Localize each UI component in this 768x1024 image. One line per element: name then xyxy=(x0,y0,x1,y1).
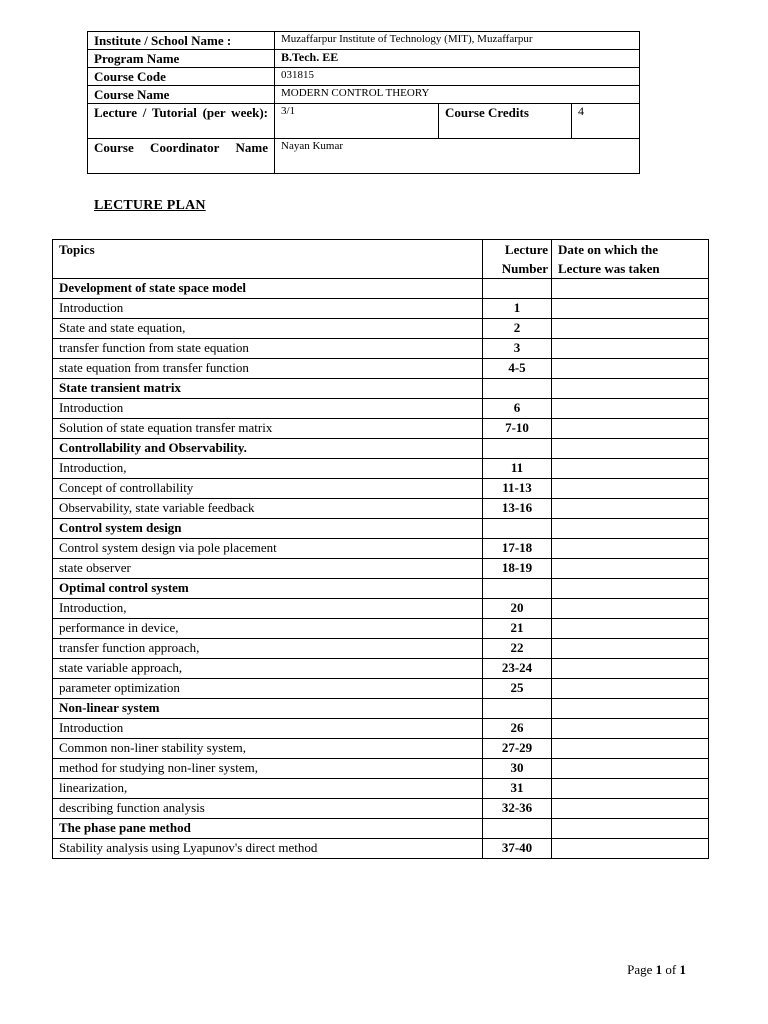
topic-cell: Introduction xyxy=(53,399,483,419)
table-row xyxy=(53,679,709,699)
course-code-label: Course Code xyxy=(88,68,275,86)
date-cell xyxy=(552,839,709,859)
table-row xyxy=(53,639,709,659)
lecture-number-cell: 3 xyxy=(483,339,552,359)
table-row xyxy=(53,559,709,579)
date-cell xyxy=(552,599,709,619)
topic-cell: Common non-liner stability system, xyxy=(53,739,483,759)
course-info-table xyxy=(87,31,640,174)
lecture-number-cell: 25 xyxy=(483,679,552,699)
lecture-number-cell: 11 xyxy=(483,459,552,479)
table-header-row xyxy=(53,240,709,279)
page-footer xyxy=(627,962,686,978)
lecture-number-cell: 7-10 xyxy=(483,419,552,439)
date-cell xyxy=(552,339,709,359)
date-cell xyxy=(552,519,709,539)
credits-label: Course Credits xyxy=(439,104,572,139)
page-total: 1 xyxy=(679,962,686,977)
date-cell xyxy=(552,499,709,519)
lecture-number-cell: 22 xyxy=(483,639,552,659)
section-row xyxy=(53,579,709,599)
topic-cell: parameter optimization xyxy=(53,679,483,699)
table-row xyxy=(53,779,709,799)
topic-cell: describing function analysis xyxy=(53,799,483,819)
lecture-plan-heading: LECTURE PLAN xyxy=(94,198,206,213)
date-cell xyxy=(552,819,709,839)
topic-cell: transfer function from state equation xyxy=(53,339,483,359)
section-title: Development of state space model xyxy=(53,279,483,299)
topic-cell: State and state equation, xyxy=(53,319,483,339)
lecture-number-cell xyxy=(483,439,552,459)
lecture-number-cell: 32-36 xyxy=(483,799,552,819)
date-cell xyxy=(552,639,709,659)
table-row xyxy=(53,539,709,559)
topic-cell: state observer xyxy=(53,559,483,579)
lecture-number-cell: 23-24 xyxy=(483,659,552,679)
section-row xyxy=(53,379,709,399)
coordinator-value: Nayan Kumar xyxy=(275,139,640,174)
topics-header: Topics xyxy=(53,240,483,279)
lecture-number-cell xyxy=(483,699,552,719)
page-current: 1 xyxy=(655,962,663,977)
topic-cell: Introduction xyxy=(53,299,483,319)
lecture-value: 3/1 xyxy=(275,104,439,139)
table-row xyxy=(53,739,709,759)
table-row xyxy=(53,659,709,679)
date-cell xyxy=(552,459,709,479)
course-name-value: MODERN CONTROL THEORY xyxy=(275,86,640,104)
lecture-number-cell: 18-19 xyxy=(483,559,552,579)
date-cell xyxy=(552,699,709,719)
topic-cell: state variable approach, xyxy=(53,659,483,679)
date-cell xyxy=(552,799,709,819)
program-label: Program Name xyxy=(88,50,275,68)
table-row xyxy=(53,419,709,439)
lecture-number-cell: 4-5 xyxy=(483,359,552,379)
table-row xyxy=(53,839,709,859)
institute-value: Muzaffarpur Institute of Technology (MIT), Muzaffarpur xyxy=(275,32,640,50)
date-cell xyxy=(552,739,709,759)
program-row xyxy=(88,50,640,68)
date-cell xyxy=(552,479,709,499)
table-row xyxy=(53,459,709,479)
table-row xyxy=(53,479,709,499)
table-row xyxy=(53,339,709,359)
lecture-plan-table xyxy=(52,239,709,859)
lecture-number-cell xyxy=(483,519,552,539)
date-cell xyxy=(552,719,709,739)
lecture-number-cell: 20 xyxy=(483,599,552,619)
section-title: State transient matrix xyxy=(53,379,483,399)
date-cell xyxy=(552,619,709,639)
program-value: B.Tech. EE xyxy=(275,50,640,68)
date-cell xyxy=(552,319,709,339)
section-row xyxy=(53,439,709,459)
date-cell xyxy=(552,419,709,439)
section-title: The phase pane method xyxy=(53,819,483,839)
topic-cell: method for studying non-liner system, xyxy=(53,759,483,779)
lecture-number-cell: 2 xyxy=(483,319,552,339)
course-name-label: Course Name xyxy=(88,86,275,104)
lecture-number-cell: 13-16 xyxy=(483,499,552,519)
page-word: Page xyxy=(627,962,653,977)
date-cell xyxy=(552,759,709,779)
section-title: Control system design xyxy=(53,519,483,539)
date-cell xyxy=(552,539,709,559)
credits-value: 4 xyxy=(572,104,640,139)
date-cell xyxy=(552,659,709,679)
section-title: Optimal control system xyxy=(53,579,483,599)
date-cell xyxy=(552,439,709,459)
date-header: Date on which the Lecture was taken xyxy=(552,240,709,279)
coordinator-label: Course Coordinator Name xyxy=(88,139,275,174)
lecture-number-cell: 31 xyxy=(483,779,552,799)
date-cell xyxy=(552,299,709,319)
lecture-number-cell: 37-40 xyxy=(483,839,552,859)
course-code-row xyxy=(88,68,640,86)
topic-cell: linearization, xyxy=(53,779,483,799)
lecture-number-cell: 27-29 xyxy=(483,739,552,759)
table-row xyxy=(53,359,709,379)
topic-cell: Introduction xyxy=(53,719,483,739)
table-row xyxy=(53,799,709,819)
table-row xyxy=(53,759,709,779)
lecture-number-cell xyxy=(483,379,552,399)
lecture-number-cell: 21 xyxy=(483,619,552,639)
topic-cell: Observability, state variable feedback xyxy=(53,499,483,519)
section-title: Non-linear system xyxy=(53,699,483,719)
date-cell xyxy=(552,579,709,599)
topic-cell: Stability analysis using Lyapunov's direct method xyxy=(53,839,483,859)
date-cell xyxy=(552,379,709,399)
date-cell xyxy=(552,279,709,299)
topic-cell: performance in device, xyxy=(53,619,483,639)
topic-cell: Control system design via pole placement xyxy=(53,539,483,559)
lecture-number-cell xyxy=(483,279,552,299)
table-row xyxy=(53,619,709,639)
topic-cell: Introduction, xyxy=(53,459,483,479)
institute-row xyxy=(88,32,640,50)
coordinator-row xyxy=(88,139,640,174)
topic-cell: state equation from transfer function xyxy=(53,359,483,379)
topic-cell: Introduction, xyxy=(53,599,483,619)
topic-cell: Solution of state equation transfer matrix xyxy=(53,419,483,439)
lecture-number-cell: 6 xyxy=(483,399,552,419)
institute-label: Institute / School Name : xyxy=(88,32,275,50)
section-title: Controllability and Observability. xyxy=(53,439,483,459)
date-cell xyxy=(552,559,709,579)
date-cell xyxy=(552,359,709,379)
date-cell xyxy=(552,679,709,699)
table-row xyxy=(53,399,709,419)
lecture-number-cell: 1 xyxy=(483,299,552,319)
table-row xyxy=(53,719,709,739)
date-cell xyxy=(552,399,709,419)
section-row xyxy=(53,699,709,719)
lecture-label: Lecture / Tutorial (per week): xyxy=(88,104,275,139)
lecture-number-cell: 26 xyxy=(483,719,552,739)
lecture-number-cell: 17-18 xyxy=(483,539,552,559)
section-row xyxy=(53,279,709,299)
date-cell xyxy=(552,779,709,799)
topic-cell: transfer function approach, xyxy=(53,639,483,659)
lecture-number-cell xyxy=(483,579,552,599)
section-row xyxy=(53,519,709,539)
table-row xyxy=(53,319,709,339)
lecture-number-cell xyxy=(483,819,552,839)
course-code-value: 031815 xyxy=(275,68,640,86)
lecture-number-header: Lecture Number xyxy=(483,240,552,279)
of-word: of xyxy=(665,962,677,977)
section-row xyxy=(53,819,709,839)
lecture-number-cell: 11-13 xyxy=(483,479,552,499)
topic-cell: Concept of controllability xyxy=(53,479,483,499)
lecture-number-cell: 30 xyxy=(483,759,552,779)
table-row xyxy=(53,299,709,319)
lecture-row xyxy=(88,104,640,139)
table-row xyxy=(53,599,709,619)
table-row xyxy=(53,499,709,519)
course-name-row xyxy=(88,86,640,104)
